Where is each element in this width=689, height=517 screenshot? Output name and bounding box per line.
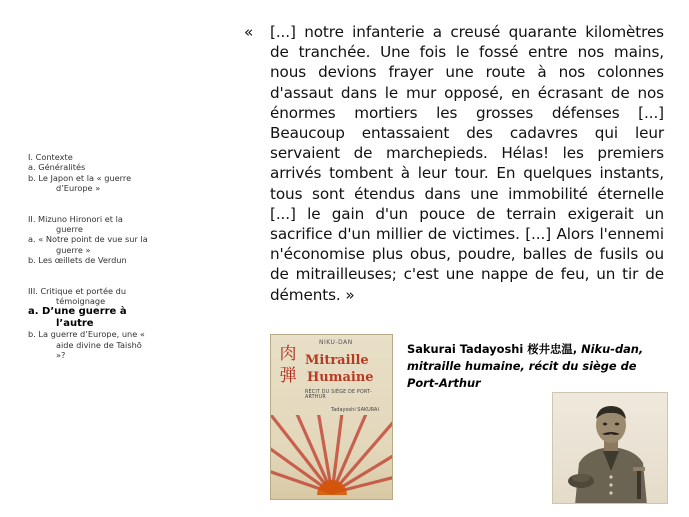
caption-author-name: Sakurai Tadayoshi 桜井忠温, (407, 342, 578, 356)
open-quote-mark: « (244, 23, 254, 41)
rising-sun-illustration (271, 415, 393, 500)
book-cover-title-line1: Mitraille (305, 353, 369, 368)
book-cover-author: Tadayoshi SAKURAI (331, 407, 379, 413)
outline-section-3 (28, 286, 150, 361)
quotation-block (244, 22, 664, 305)
outline-item[interactable]: a. Généralités (28, 162, 86, 173)
book-cover-header: NIKU-DAN (319, 339, 353, 346)
outline-section-2 (28, 214, 150, 266)
outline-item[interactable]: b. La guerre d’Europe, une « aide divine de Taishō »? (28, 329, 145, 361)
outline-sidebar (28, 152, 150, 381)
outline-section-heading[interactable]: III. Critique et portée du témoignage (28, 285, 127, 307)
book-cover-subtitle: RÉCIT DU SIÈGE DE PORT-ARTHUR (305, 390, 372, 400)
outline-section-1 (28, 152, 150, 194)
book-cover-title-line2: Humaine (307, 370, 374, 385)
image-caption (407, 341, 669, 392)
soldier-portrait-illustration (553, 393, 668, 504)
outline-section-heading[interactable]: I. Contexte (28, 152, 73, 162)
outline-item[interactable]: b. Les œillets de Verdun (28, 255, 127, 266)
author-portrait-photo (552, 392, 668, 504)
book-cover-kanji: 肉弾 (279, 344, 297, 386)
book-cover-image (270, 334, 393, 500)
outline-section-heading[interactable]: II. Mizuno Hironori et la guerre (28, 213, 123, 235)
caption-work-title: Niku-dan, mitraille humaine, récit du siège de Port-Arthur (407, 342, 644, 390)
outline-item[interactable]: a. « Notre point de vue sur la guerre » (28, 234, 148, 255)
quotation-text: [...] notre infanterie a creusé quarante kilomètres de tranchée. Une fois le fossé entre nos mains, nous devions frayer une route à nos colonnes d'assaut dans le mur opposé, en écrasant de nos énormes mortiers les grosses défenses [...] Beaucoup entassaient des cadavres qui leur servaient de marchepieds. Hélas! les premiers arrivés tombent à leur tour. En quelques instants, tous sont étendus dans une immobilité éternelle [...] le gain d'un pouce de terrain exigerait un sacrifice d'un millier de victimes. [...] Alors l'ennemi n'économise plus obus, poudre, balles de fusils ou de mitrailleuses; c'est une nappe de feu, un tir de déments. » (270, 23, 664, 304)
outline-item-active[interactable]: a. D’une guerre à l’autre (28, 306, 127, 329)
outline-item[interactable]: b. Le Japon et la « guerre d’Europe » (28, 172, 132, 194)
